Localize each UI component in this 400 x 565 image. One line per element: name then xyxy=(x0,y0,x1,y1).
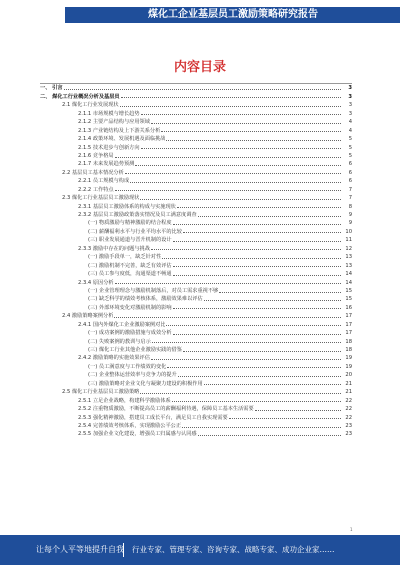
toc-entry-title: 2.3.4 原因分析 xyxy=(78,279,114,286)
toc-leader-dots xyxy=(151,123,341,124)
toc-entry-title: 2.3.1 基层员工激励体系的构成与实施现状 xyxy=(78,203,176,210)
toc-entry-page: 15 xyxy=(345,296,352,303)
toc-leader-dots xyxy=(183,232,341,233)
toc-leader-dots xyxy=(183,351,341,352)
toc-leader-dots xyxy=(166,140,341,141)
toc-entry-title: 2.1.3 产业链结构及上下游关系分析 xyxy=(78,127,161,134)
toc-entry[interactable] xyxy=(40,370,352,378)
toc-entry-title: 2.5.4 完善绩效考核体系，实现激励公平公正 xyxy=(78,422,182,429)
toc-leader-dots xyxy=(140,199,341,200)
toc-leader-dots xyxy=(130,182,341,183)
toc-leader-dots xyxy=(115,157,341,158)
toc-entry-page: 14 xyxy=(345,271,352,278)
footer-slogan: 让每个人平等地提升自我 xyxy=(36,545,124,554)
toc-entry-page: 17 xyxy=(345,313,352,320)
footer-tagline: 行业专家、管理专家、咨询专家、战略专家、成功企业家…… xyxy=(132,545,335,554)
toc-entry-title: 二、 煤化工行业概况分析及基层员 xyxy=(40,93,120,100)
toc-leader-dots xyxy=(125,173,341,174)
toc-entry-title: (二) 失败案例的教训与启示 xyxy=(88,338,151,345)
toc-entry-page: 6 xyxy=(348,161,352,168)
toc-leader-dots xyxy=(204,384,341,385)
toc-leader-dots xyxy=(167,367,341,368)
toc-leader-dots xyxy=(255,410,341,411)
toc-entry-title: (二) 薪酬福利水平与行业平均水平的比较 xyxy=(88,228,182,235)
toc-leader-dots xyxy=(173,308,341,309)
toc-entry-title: 2.2.1 员工规模与构成 xyxy=(78,178,130,185)
toc-entry[interactable] xyxy=(40,210,352,218)
toc-entry-title: 2.2 基层员工基本情况分析 xyxy=(62,169,124,176)
toc-entry-title: 2.1.1 市场规模与增长趋势 xyxy=(78,110,140,117)
page-header xyxy=(0,0,400,30)
toc-leader-dots xyxy=(173,224,341,225)
toc-entry-page: 3 xyxy=(348,102,352,109)
toc-leader-dots xyxy=(141,114,341,115)
toc-entry[interactable] xyxy=(40,429,352,437)
toc-leader-dots xyxy=(121,97,341,98)
toc-entry-title: 2.3 煤化工行业基层员工激励现状 xyxy=(62,195,140,202)
toc-entry-page: 19 xyxy=(345,363,352,370)
toc-entry[interactable] xyxy=(40,117,352,125)
toc-entry[interactable] xyxy=(40,269,352,277)
toc-leader-dots xyxy=(198,216,341,217)
toc-entry[interactable] xyxy=(40,83,352,91)
toc-entry-page: 10 xyxy=(345,228,352,235)
toc-entry-title: 2.4.1 国内外煤化工企业激励案例对比 xyxy=(78,321,166,328)
footer-divider xyxy=(123,543,124,557)
toc-leader-dots xyxy=(115,283,341,284)
toc-leader-dots xyxy=(135,165,341,166)
toc-entry-title: 2.2.2 工作特点 xyxy=(78,186,114,193)
toc-entry[interactable] xyxy=(40,336,352,344)
toc-entry-title: (一) 企业管理理念与激励机制落后，对员工需求重视不够 xyxy=(88,287,219,294)
toc-entry-page: 9 xyxy=(348,212,352,218)
toc-leader-dots xyxy=(140,393,341,394)
toc-entry-page: 13 xyxy=(345,262,352,269)
toc-entry-title: 2.5.5 加强企业文化建设，增强员工归属感与认同感 xyxy=(78,431,197,438)
toc-entry-page: 3 xyxy=(348,93,352,100)
toc-entry-page: 7 xyxy=(348,186,352,193)
toc-leader-dots xyxy=(161,131,341,132)
toc-entry-title: 2.3.3 激励中存在的问题与挑战 xyxy=(78,245,150,252)
toc-leader-dots xyxy=(172,401,341,402)
toc-entry[interactable] xyxy=(40,277,352,285)
toc-leader-dots xyxy=(182,427,341,428)
toc-leader-dots xyxy=(198,435,341,436)
toc-entry[interactable] xyxy=(40,421,352,429)
toc-entry[interactable] xyxy=(40,91,352,99)
toc-entry[interactable] xyxy=(40,252,352,260)
toc-entry-title: (三) 员工参与度低，沟通渠道不畅通 xyxy=(88,271,172,278)
toc-entry[interactable] xyxy=(40,176,352,184)
toc-entry[interactable] xyxy=(40,151,352,159)
toc-leader-dots xyxy=(229,418,341,419)
toc-entry[interactable] xyxy=(40,361,352,369)
toc-entry-page: 21 xyxy=(345,389,352,396)
toc-entry-title: 2.1.2 主要产品结构与应用领域 xyxy=(78,119,150,126)
toc-leader-dots xyxy=(177,207,341,208)
toc-entry-page: 18 xyxy=(345,338,352,345)
toc-entry-title: (三) 职业发展通道与晋升机制的设计 xyxy=(88,237,172,244)
toc-entry-page: 6 xyxy=(348,178,352,185)
toc-entry-page: 3 xyxy=(348,85,352,92)
toc-entry-page: 13 xyxy=(345,254,352,261)
toc-entry-title: (三) 激励策略对企业文化与凝聚力建设的积极作用 xyxy=(88,380,203,387)
toc-entry-page: 21 xyxy=(345,380,352,387)
toc-entry[interactable] xyxy=(40,328,352,336)
toc-entry[interactable] xyxy=(40,412,352,420)
toc-entry-title: 2.1.4 政策环境、发展机遇及面临挑战 xyxy=(78,136,166,143)
table-of-contents xyxy=(40,83,352,437)
toc-entry-page: 17 xyxy=(345,321,352,328)
toc-leader-dots xyxy=(173,275,341,276)
toc-entry[interactable] xyxy=(40,395,352,403)
toc-leader-dots xyxy=(115,190,341,191)
toc-entry-title: (一) 激励手段单一，缺乏针对性 xyxy=(88,254,162,261)
toc-entry[interactable] xyxy=(40,167,352,175)
toc-entry-page: 7 xyxy=(348,195,352,202)
toc-entry-title: 2.5 煤化工行业基层员工激励策略 xyxy=(62,389,140,396)
toc-entry[interactable] xyxy=(40,184,352,192)
toc-entry[interactable] xyxy=(40,243,352,251)
toc-entry[interactable] xyxy=(40,353,352,361)
toc-entry[interactable] xyxy=(40,235,352,243)
toc-entry-title: 2.1.5 技术进步与创新方向 xyxy=(78,144,140,151)
toc-entry-title: (一) 物质激励与精神激励的结合程度 xyxy=(88,220,172,227)
toc-entry-page: 22 xyxy=(345,406,352,413)
toc-leader-dots xyxy=(152,342,341,343)
toc-entry-title: 2.1.7 未来发展趋势预测 xyxy=(78,161,135,168)
toc-entry-title: (一) 员工满意度与工作绩效的变化 xyxy=(88,363,167,370)
toc-leader-dots xyxy=(173,266,341,267)
toc-entry-title: 2.5.2 注重物质激励，不断提高员工的薪酬福利待遇，保障员工基本生活需要 xyxy=(78,406,254,413)
toc-leader-dots xyxy=(166,325,341,326)
toc-entry[interactable] xyxy=(40,108,352,116)
toc-leader-dots xyxy=(120,106,341,107)
toc-leader-dots xyxy=(178,376,341,377)
toc-entry-page: 5 xyxy=(348,144,352,151)
toc-leader-dots xyxy=(219,292,341,293)
toc-entry[interactable] xyxy=(40,193,352,201)
toc-entry-page: 17 xyxy=(345,330,352,337)
page-number: 1 xyxy=(350,527,353,532)
toc-entry-title: 2.5.3 强化精神激励，搭建员工成长平台，满足员工自我实现需要 xyxy=(78,414,228,421)
toc-leader-dots xyxy=(151,359,341,360)
toc-entry-title: (二) 缺乏科学的绩效考核体系，激励效果难以评估 xyxy=(88,296,203,303)
toc-entry-title: 2.1.6 竞争格局 xyxy=(78,152,114,159)
toc-entry[interactable] xyxy=(40,226,352,234)
toc-leader-dots xyxy=(173,241,341,242)
toc-leader-dots xyxy=(141,148,341,149)
toc-entry-page: 9 xyxy=(348,220,352,227)
toc-entry-page: 23 xyxy=(345,422,352,429)
toc-leader-dots xyxy=(114,317,341,318)
toc-entry-title: 一、 引言 xyxy=(40,85,63,92)
toc-entry[interactable] xyxy=(40,201,352,209)
toc-entry[interactable] xyxy=(40,319,352,327)
toc-entry[interactable] xyxy=(40,302,352,310)
toc-entry-page: 11 xyxy=(345,237,352,244)
toc-entry-title: (一) 成功案例的激励措施与成效分析 xyxy=(88,330,172,337)
toc-entry-page: 6 xyxy=(348,169,352,176)
toc-entry[interactable] xyxy=(40,134,352,142)
toc-entry[interactable] xyxy=(40,387,352,395)
toc-leader-dots xyxy=(151,249,341,250)
toc-entry-page: 18 xyxy=(345,347,352,353)
toc-leader-dots xyxy=(64,89,341,90)
toc-heading: 内容目录 xyxy=(173,60,226,75)
toc-entry-page: 20 xyxy=(345,372,352,379)
toc-entry[interactable] xyxy=(40,100,352,108)
toc-entry-title: (二) 企业整体运营效率与竞争力的提升 xyxy=(88,372,177,379)
toc-entry-title: (三) 煤化工行业其他企业激励实践的借鉴 xyxy=(88,347,182,353)
toc-entry-page: 16 xyxy=(345,304,352,311)
toc-entry-page: 8 xyxy=(348,203,352,210)
toc-entry[interactable] xyxy=(40,286,352,294)
toc-entry-page: 22 xyxy=(345,397,352,404)
toc-entry[interactable] xyxy=(40,260,352,268)
toc-entry[interactable] xyxy=(40,294,352,302)
toc-entry-page: 5 xyxy=(348,136,352,143)
toc-entry-title: 2.4 激励策略案例分析 xyxy=(62,313,114,320)
toc-entry-title: 2.4.2 激励策略的实施效果评估 xyxy=(78,355,150,362)
toc-entry-page: 22 xyxy=(345,414,352,421)
toc-entry[interactable] xyxy=(40,159,352,167)
toc-entry-title: (三) 外部环境变化对激励机制的影响 xyxy=(88,304,172,311)
toc-leader-dots xyxy=(204,300,341,301)
toc-entry-title: (二) 激励机制不完善，缺乏有效评估 xyxy=(88,262,172,269)
toc-entry-page: 23 xyxy=(345,431,352,438)
page-footer xyxy=(0,535,400,565)
toc-entry[interactable] xyxy=(40,311,352,319)
toc-entry-page: 3 xyxy=(348,110,352,117)
toc-entry[interactable] xyxy=(40,142,352,150)
toc-entry-page: 12 xyxy=(345,245,352,252)
toc-entry-page: 19 xyxy=(345,355,352,362)
toc-entry-page: 5 xyxy=(348,152,352,159)
toc-entry-page: 4 xyxy=(348,127,352,134)
report-title: 煤化工企业基层员工激励策略研究报告 xyxy=(148,9,318,20)
toc-entry-page: 4 xyxy=(348,119,352,126)
toc-entry-title: 2.5.1 立足企业战略，构建科学激励体系 xyxy=(78,397,171,404)
toc-entry[interactable] xyxy=(40,378,352,386)
toc-entry[interactable] xyxy=(40,404,352,412)
toc-leader-dots xyxy=(173,334,341,335)
toc-entry[interactable] xyxy=(40,218,352,226)
toc-entry-page: 15 xyxy=(345,287,352,294)
toc-entry-page: 14 xyxy=(345,279,352,286)
toc-entry[interactable] xyxy=(40,125,352,133)
toc-entry-title: 2.3.2 基层员工激励政策落实情况及员工满意度调查 xyxy=(78,212,197,218)
toc-leader-dots xyxy=(162,258,341,259)
toc-entry[interactable] xyxy=(40,345,352,353)
toc-entry-title: 2.1 煤化工行业发展现状 xyxy=(62,102,119,109)
